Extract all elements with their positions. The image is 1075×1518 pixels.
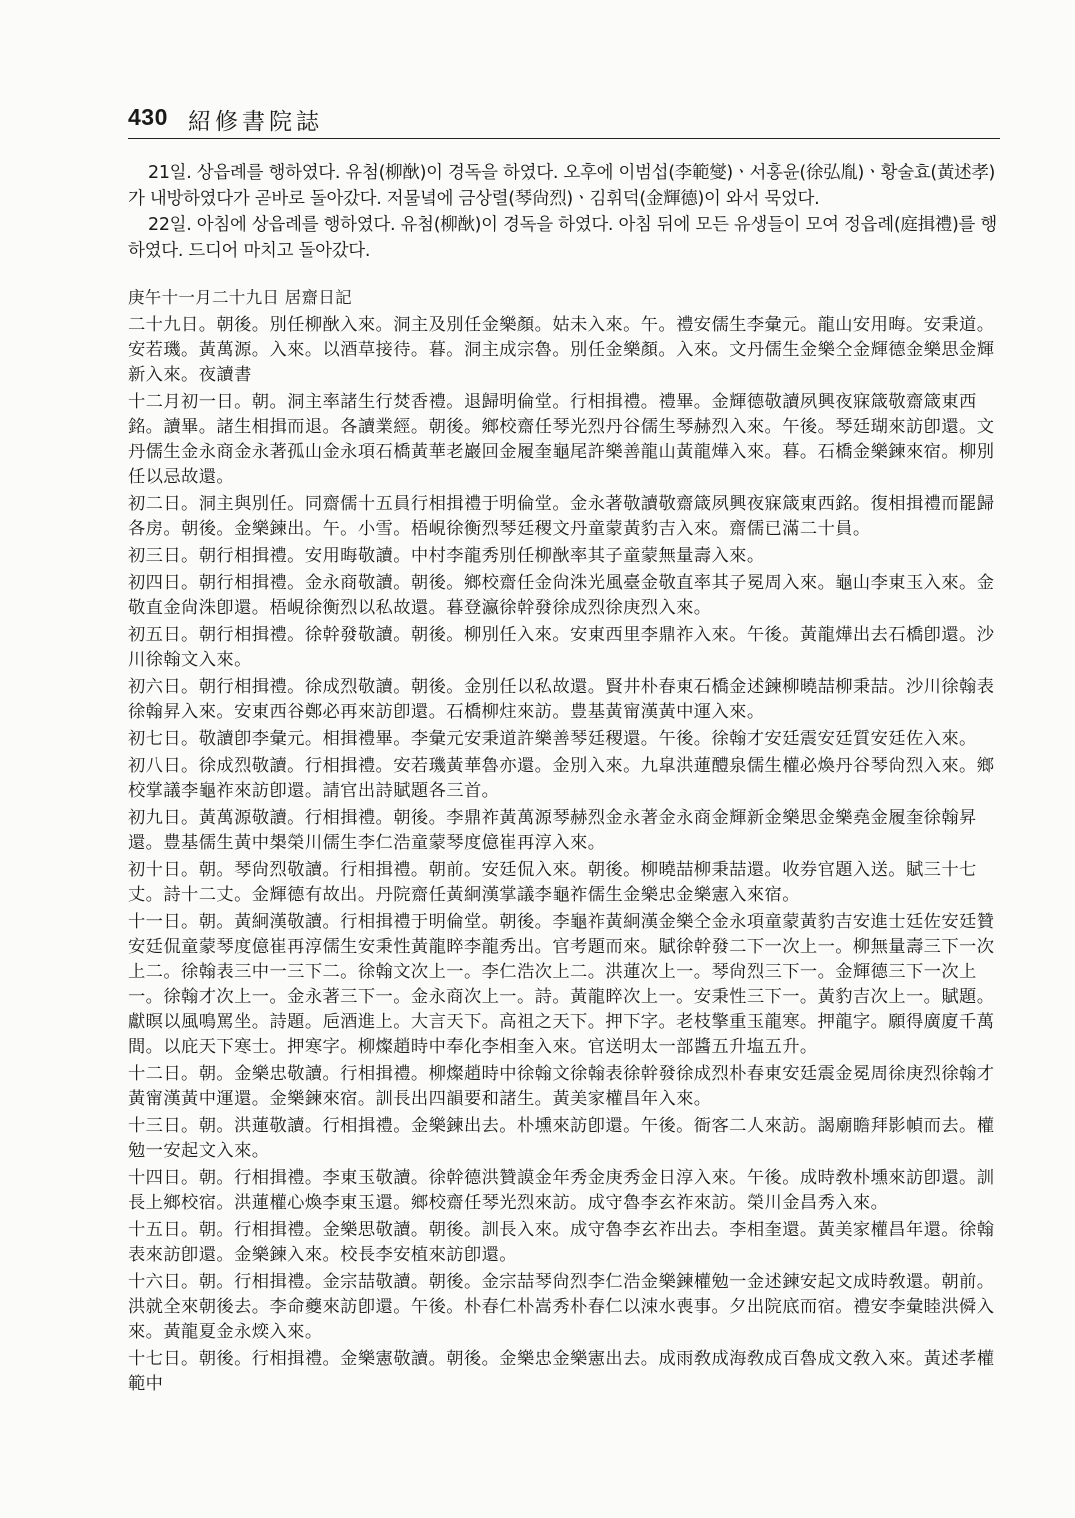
diary-entry: 初五日。朝行相揖禮。徐幹發敬讀。朝後。柳別任入來。安東西里李鼎祚入來。午後。黃龍燁出去石橋卽還。沙川徐翰文入來。 <box>128 625 995 670</box>
page-header <box>128 104 1000 139</box>
diary-entry: 十七日。朝後。行相揖禮。金樂憲敬讀。朝後。金樂忠金樂憲出去。成雨敎成海敎成百魯成文敎入來。黃述孝權範中 <box>128 1349 995 1394</box>
diary-entry: 初七日。敬讀卽李彙元。相揖禮畢。李彙元安秉道許樂善琴廷稷還。午後。徐翰才安廷震安廷質安廷佐入來。 <box>128 729 977 749</box>
page-number: 430 <box>128 104 168 130</box>
diary-entry: 初四日。朝行相揖禮。金永商敬讀。朝後。鄉校齋任金尙洙光風臺金敬直率其子冕周入來。龜山李東玉入來。金敬直金尙洙卽還。梧峴徐衡烈以私故還。暮登瀛徐幹發徐成烈徐庚烈入來。 <box>128 573 995 618</box>
diary-entry: 十四日。朝。行相揖禮。李東玉敬讀。徐幹德洪贊謨金年秀金庚秀金日淳入來。午後。成時敎朴壎來訪卽還。訓長上鄉校宿。洪蓮權心煥李東玉還。鄉校齋任琴光烈來訪。成守魯李玄祚來訪。榮川金昌秀入來。 <box>128 1168 995 1213</box>
diary-entry: 二十九日。朝後。別任柳㷕入來。洞主及別任金樂顏。姑未入來。午。禮安儒生李彙元。龍山安用晦。安秉道。安若璣。黃萬源。入來。以酒草接待。暮。洞主成宗魯。別任金樂顏。入來。文丹儒生金樂仝金輝德金樂思金輝新入來。夜讀書 <box>128 315 995 385</box>
diary-entry: 初十日。朝。琴尙烈敬讀。行相揖禮。朝前。安廷侃入來。朝後。柳曉喆柳秉喆還。收券官題入送。賦三十七丈。詩十二丈。金輝德有故出。丹院齋任黃絅漢掌議李龜祚儒生金樂忠金樂憲入來宿。 <box>128 860 977 905</box>
diary-entry: 十二月初一日。朝。洞主率諸生行焚香禮。退歸明倫堂。行相揖禮。禮畢。金輝德敬讀夙興夜寐箴敬齋箴東西銘。讀畢。諸生相揖而退。各讀業經。朝後。鄉校齋任琴光烈丹谷儒生琴赫烈入來。午後。琴廷瑚來訪卽還。文丹儒生金永商金永著孤山金永項石橋黃華老巖回金履奎龜尾許樂善龍山黃龍燁入來。暮。石橋金樂鍊來宿。柳別任以忌故還。 <box>128 392 995 487</box>
diary-entry: 初六日。朝行相揖禮。徐成烈敬讀。朝後。金別任以私故還。賢井朴春東石橋金述鍊柳曉喆柳秉喆。沙川徐翰表徐翰昇入來。安東西谷鄭必再來訪卽還。石橋柳炷來訪。豊基黃甯漢黃中運入來。 <box>128 677 995 722</box>
book-title: 紹修書院誌 <box>188 109 323 135</box>
translation-paragraph: 22일. 아침에 상읍례를 행하였다. 유첨(柳㷕)이 경독을 하였다. 아침 뒤에 모든 유생들이 모여 정읍례(庭揖禮)를 행하였다. 드디어 마치고 돌아갔다. <box>128 215 997 261</box>
diary-title: 庚午十一月二十九日 居齋日記 <box>128 288 352 307</box>
hanja-diary <box>128 285 1000 1399</box>
diary-entry: 初八日。徐成烈敬讀。行相揖禮。安若璣黃華魯亦還。金別入來。九皐洪蓮醴泉儒生權必煥丹谷琴尙烈入來。鄉校掌議李龜祚來訪卽還。請官出詩賦題各三首。 <box>128 756 995 801</box>
diary-entry: 初二日。洞主與別任。同齋儒十五員行相揖禮于明倫堂。金永著敬讀敬齋箴夙興夜寐箴東西銘。復相揖禮而罷歸各房。朝後。金樂鍊出。午。小雪。梧峴徐衡烈琴廷稷文丹童蒙黃豹吉入來。齋儒已滿二十員。 <box>128 494 995 539</box>
diary-entry: 十六日。朝。行相揖禮。金宗喆敬讀。朝後。金宗喆琴尙烈李仁浩金樂鍊權勉一金述鍊安起文成時敎還。朝前。洪就全來朝後去。李命夔來訪卽還。午後。朴春仁朴嵩秀朴春仁以涑水喪事。夕出院底而宿。禮安李彙睦洪僢入來。黃龍夏金永㷜入來。 <box>128 1272 995 1342</box>
diary-entry: 十二日。朝。金樂忠敬讀。行相揖禮。柳燦趙時中徐翰文徐翰表徐幹發徐成烈朴春東安廷震金冕周徐庚烈徐翰才黃甯漢黃中運還。金樂鍊來宿。訓長出四韻要和諸生。黃美家權昌年入來。 <box>128 1064 995 1109</box>
diary-entry: 十一日。朝。黃絅漢敬讀。行相揖禮于明倫堂。朝後。李龜祚黃絅漢金樂仝金永項童蒙黃豹吉安進士廷佐安廷贊安廷侃童蒙琴度億崔再淳儒生安秉性黃龍睟李龍秀出。官考題而來。賦徐幹發二下一次上一。柳無量壽三下一次上二。徐翰表三中一三下二。徐翰文次上一。李仁浩次上二。洪蓮次上一。琴尙烈三下一。金輝德三下一次上一。徐翰才次上一。金永著三下一。金永商次上一。詩。黃龍睟次上一。安秉性三下一。黃豹吉次上一。賦題。獻暝以風鳴罵坐。詩題。巵酒進上。大言天下。高祖之天下。押下字。老枝擎重玉龍寒。押龍字。願得廣廈千萬間。以庇天下寒士。押寒字。柳燦趙時中奉化李相奎入來。官送明太一部醬五升塩五升。 <box>128 912 995 1057</box>
diary-entry: 初九日。黃萬源敬讀。行相揖禮。朝後。李鼎祚黃萬源琴赫烈金永著金永商金輝新金樂思金樂堯金履奎徐翰昇還。豊基儒生黃中槼榮川儒生李仁浩童蒙琴度億崔再淳入來。 <box>128 808 977 853</box>
translation-paragraph: 21일. 상읍례를 행하였다. 유첨(柳㷕)이 경독을 하였다. 오후에 이범섭(李範燮)ㆍ서홍윤(徐弘胤)ㆍ황술효(黃述孝)가 내방하였다가 곧바로 돌아갔다. 저물녘에 금상렬(琴尙烈)ㆍ김휘덕(金輝德)이 와서 묵었다. <box>128 163 996 209</box>
diary-entry: 十五日。朝。行相揖禮。金樂思敬讀。朝後。訓長入來。成守魯李玄祚出去。李相奎還。黃美家權昌年還。徐翰表來訪卽還。金樂鍊入來。校長李安植來訪卽還。 <box>128 1220 995 1265</box>
korean-translation <box>128 160 1000 264</box>
diary-entry: 十三日。朝。洪蓮敬讀。行相揖禮。金樂鍊出去。朴壎來訪卽還。午後。衙客二人來訪。謁廟瞻拜影幀而去。權勉一安起文入來。 <box>128 1116 995 1161</box>
diary-entry: 初三日。朝行相揖禮。安用晦敬讀。中村李龍秀別任柳㷕率其子童蒙無量壽入來。 <box>128 546 765 566</box>
